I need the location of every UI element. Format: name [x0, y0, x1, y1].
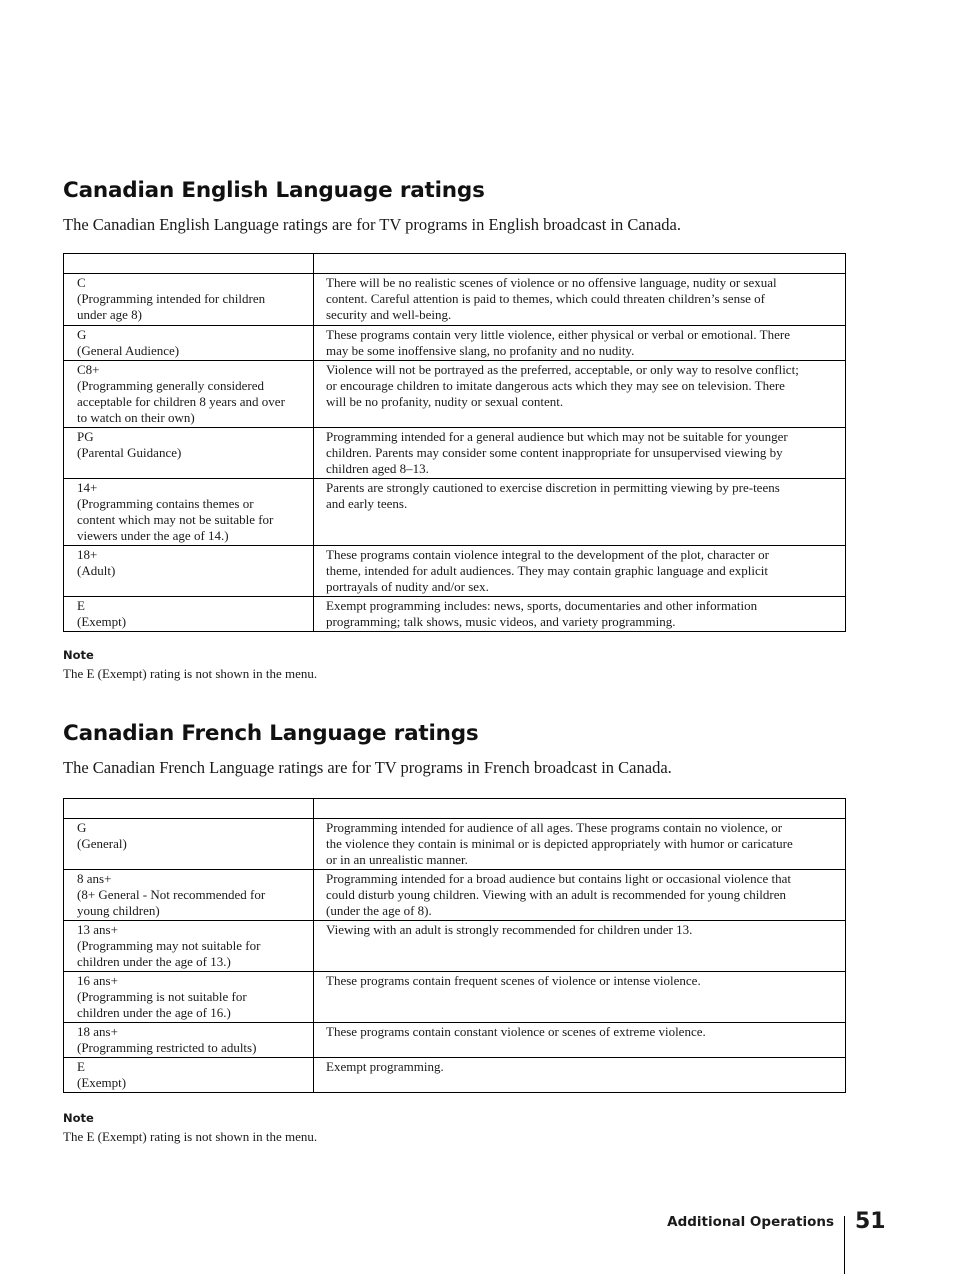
rating-label: (General Audience)	[77, 343, 180, 358]
rating-description-cell	[314, 326, 846, 361]
rating-code: C	[77, 275, 86, 290]
rating-label: (Adult)	[77, 563, 116, 578]
french-note-text: The E (Exempt) rating is not shown in the menu.	[63, 1129, 318, 1144]
rating-cell	[64, 921, 314, 972]
rating-code: G	[77, 327, 87, 342]
rating-label: (Exempt)	[77, 614, 127, 629]
english-note-text: The E (Exempt) rating is not shown in the menu.	[63, 666, 318, 681]
rating-description-line: Violence will not be portrayed as the preferred, acceptable, or only way to resolve conflict;	[326, 362, 799, 377]
table-header-rating	[64, 254, 314, 274]
rating-label: acceptable for children 8 years and over	[77, 394, 285, 409]
rating-description-line: These programs contain very little violence, either physical or verbal or emotional. There	[326, 327, 790, 342]
english-ratings-title: Canadian English Language ratings	[63, 178, 485, 203]
rating-description-line: could disturb young children. Viewing with an adult is recommended for young children	[326, 887, 787, 902]
table-row	[64, 921, 846, 972]
rating-description-line: theme, intended for adult audiences. They may contain graphic language and explicit	[326, 563, 768, 578]
rating-label: viewers under the age of 14.)	[77, 528, 229, 543]
table-row	[64, 546, 846, 597]
rating-code: 16 ans+	[77, 973, 118, 988]
english-intro-wrap	[63, 215, 846, 235]
rating-code: E	[77, 598, 85, 613]
rating-code: C8+	[77, 362, 100, 377]
table-row	[64, 361, 846, 428]
rating-code: 18 ans+	[77, 1024, 118, 1039]
rating-cell	[64, 597, 314, 632]
rating-description-line: security and well-being.	[326, 307, 452, 322]
rating-cell	[64, 479, 314, 546]
french-ratings-table	[63, 798, 846, 1093]
rating-label: children under the age of 13.)	[77, 954, 231, 969]
rating-cell	[64, 428, 314, 479]
rating-description-line: children. Parents may consider some content inappropriate for unsupervised viewing by	[326, 445, 783, 460]
table-row	[64, 597, 846, 632]
rating-description-cell	[314, 428, 846, 479]
rating-code: 14+	[77, 480, 98, 495]
french-intro-wrap	[63, 758, 846, 778]
rating-description-cell	[314, 597, 846, 632]
rating-description-line: Exempt programming includes: news, sports, documentaries and other information	[326, 598, 758, 613]
rating-description-cell	[314, 361, 846, 428]
rating-label: (Programming contains themes or	[77, 496, 254, 511]
rating-description-line: the violence they contain is minimal or is depicted appropriately with humor or caricature	[326, 836, 793, 851]
french-intro: The Canadian French Language ratings are for TV programs in French broadcast in Canada.	[63, 758, 672, 777]
rating-label: children under the age of 16.)	[77, 1005, 231, 1020]
rating-description-cell	[314, 972, 846, 1023]
table-header-rating	[64, 799, 314, 819]
table-row	[64, 428, 846, 479]
rating-description-line: may be some inoffensive slang, no profanity and no nudity.	[326, 343, 635, 358]
rating-description-cell	[314, 546, 846, 597]
rating-description-cell	[314, 1058, 846, 1093]
rating-label: (Programming may not suitable for	[77, 938, 261, 953]
footer-section-label: Additional Operations	[667, 1214, 834, 1230]
rating-code: G	[77, 820, 87, 835]
rating-description-line: Programming intended for a broad audience but contains light or occasional violence that	[326, 871, 791, 886]
rating-description-line: will be no profanity, nudity or sexual content.	[326, 394, 564, 409]
rating-code: 13 ans+	[77, 922, 118, 937]
table-row	[64, 1023, 846, 1058]
rating-label: young children)	[77, 903, 160, 918]
rating-description-cell	[314, 274, 846, 326]
rating-description-line: (under the age of 8).	[326, 903, 432, 918]
rating-cell	[64, 326, 314, 361]
rating-description-line: or in an unrealistic manner.	[326, 852, 468, 867]
rating-label: to watch on their own)	[77, 410, 195, 425]
english-intro: The Canadian English Language ratings are for TV programs in English broadcast in Canada.	[63, 215, 681, 234]
table-header-description	[314, 254, 846, 274]
rating-label: under age 8)	[77, 307, 142, 322]
rating-description-line: There will be no realistic scenes of violence or no offensive language, nudity or sexual	[326, 275, 777, 290]
rating-label: (Programming is not suitable for	[77, 989, 247, 1004]
rating-cell	[64, 1058, 314, 1093]
french-note-title: Note	[63, 1111, 94, 1125]
rating-description-line: These programs contain constant violence or scenes of extreme violence.	[326, 1024, 706, 1039]
english-ratings-table	[63, 253, 846, 632]
rating-code: 8 ans+	[77, 871, 112, 886]
rating-cell	[64, 1023, 314, 1058]
table-row	[64, 819, 846, 870]
french-ratings-section	[63, 721, 846, 746]
table-row	[64, 1058, 846, 1093]
rating-label: (Programming intended for children	[77, 291, 266, 306]
table-header-row	[64, 254, 846, 274]
rating-description-line: Viewing with an adult is strongly recommended for children under 13.	[326, 922, 693, 937]
french-ratings-title: Canadian French Language ratings	[63, 721, 479, 746]
rating-label: (Exempt)	[77, 1075, 127, 1090]
table-header-description	[314, 799, 846, 819]
rating-description-line: These programs contain frequent scenes of violence or intense violence.	[326, 973, 701, 988]
rating-description-cell	[314, 1023, 846, 1058]
rating-description-line: and early teens.	[326, 496, 408, 511]
rating-label: (8+ General - Not recommended for	[77, 887, 266, 902]
rating-label: (Programming generally considered	[77, 378, 264, 393]
rating-description-line: children aged 8–13.	[326, 461, 429, 476]
page-number: 51	[855, 1209, 886, 1234]
rating-description-line: Programming intended for a general audience but which may not be suitable for younger	[326, 429, 788, 444]
rating-code: PG	[77, 429, 94, 444]
table-row	[64, 326, 846, 361]
rating-label: (Programming restricted to adults)	[77, 1040, 257, 1055]
rating-description-line: Exempt programming.	[326, 1059, 444, 1074]
rating-cell	[64, 361, 314, 428]
rating-cell	[64, 870, 314, 921]
rating-description-line: portrayals of nudity and/or sex.	[326, 579, 489, 594]
rating-code: 18+	[77, 547, 98, 562]
rating-label: (General)	[77, 836, 127, 851]
rating-cell	[64, 274, 314, 326]
table-row	[64, 274, 846, 326]
rating-description-line: These programs contain violence integral to the development of the plot, character or	[326, 547, 769, 562]
rating-description-line: content. Careful attention is paid to themes, which could threaten children’s sense of	[326, 291, 765, 306]
rating-description-cell	[314, 819, 846, 870]
rating-description-line: Parents are strongly cautioned to exercise discretion in permitting viewing by pre-teens	[326, 480, 780, 495]
rating-description-cell	[314, 479, 846, 546]
rating-label: content which may not be suitable for	[77, 512, 274, 527]
rating-code: E	[77, 1059, 85, 1074]
rating-description-line: programming; talk shows, music videos, and variety programming.	[326, 614, 676, 629]
english-ratings-section	[63, 178, 846, 203]
rating-description-line: or encourage children to imitate dangerous acts which they may see on television. There	[326, 378, 785, 393]
table-header-row	[64, 799, 846, 819]
rating-cell	[64, 546, 314, 597]
rating-description-line: Programming intended for audience of all ages. These programs contain no violence, or	[326, 820, 783, 835]
rating-description-cell	[314, 921, 846, 972]
english-note-title: Note	[63, 648, 94, 662]
rating-cell	[64, 819, 314, 870]
table-row	[64, 870, 846, 921]
table-row	[64, 972, 846, 1023]
rating-description-cell	[314, 870, 846, 921]
rating-cell	[64, 972, 314, 1023]
table-row	[64, 479, 846, 546]
rating-label: (Parental Guidance)	[77, 445, 182, 460]
footer-divider	[844, 1216, 845, 1274]
